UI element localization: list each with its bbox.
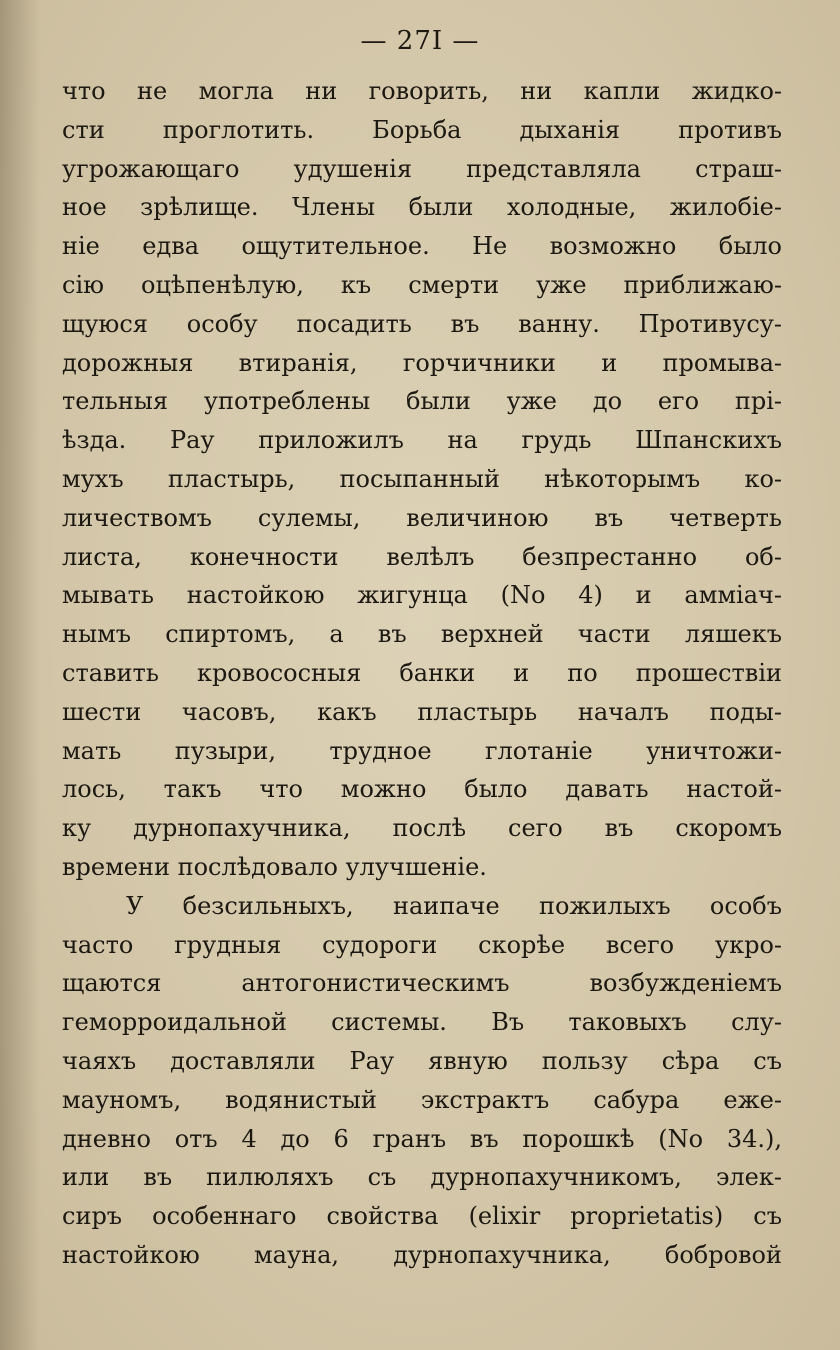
text-line: настойкою мауна, дурнопахучника, бобровой <box>62 1240 782 1269</box>
text-line: шести часовъ, какъ пластырь началъ поды- <box>62 697 782 726</box>
text-line: щуюся особу посадить въ ванну. Противусу- <box>62 309 782 338</box>
body-text <box>62 72 782 1275</box>
text-line: ѣзда. Рау приложилъ на грудь Шпанскихъ <box>62 426 782 455</box>
text-line: чаяхъ доставляли Рау явную пользу сѣра съ <box>62 1046 782 1075</box>
text-line: времени послѣдовало улучшеніе. <box>62 852 487 881</box>
text-line: личествомъ сулемы, величиною въ четверть <box>62 503 782 532</box>
text-line: нымъ спиртомъ, а въ верхней части ляшекъ <box>62 620 782 649</box>
text-line: мауномъ, водянистый экстрактъ сабура еже- <box>62 1085 782 1114</box>
text-line: дорожныя втиранія, горчичники и промыва- <box>62 348 782 377</box>
text-line: или въ пилюляхъ съ дурнопахучникомъ, элек- <box>62 1163 782 1192</box>
text-line: щаются антогонистическимъ возбужденіемъ <box>62 969 782 998</box>
text-line: листа, конечности велѣлъ безпрестанно об- <box>62 542 782 571</box>
text-line: мать пузыри, трудное глотаніе уничтожи- <box>62 736 782 765</box>
text-line: тельныя употреблены были уже до его прі- <box>62 387 782 416</box>
text-line: угрожающаго удушенія представляла страш- <box>62 154 782 183</box>
page-number: — 27I — <box>360 26 480 56</box>
text-line: сти проглотить. Борьба дыханія противъ <box>62 115 782 144</box>
text-line: ніе едва ощутительное. Не возможно было <box>62 232 782 261</box>
text-line: сиръ особеннаго свойства (elixir proprietatis) съ <box>62 1202 782 1231</box>
text-line: ставить кровососныя банки и по прошествіи <box>62 658 782 687</box>
text-line: мухъ пластырь, посыпанный нѣкоторымъ ко- <box>62 464 782 493</box>
text-line: что не могла ни говорить, ни капли жидко- <box>62 77 782 105</box>
text-line: лось, такъ что можно было давать настой- <box>62 775 782 804</box>
text-line: ное зрѣлище. Члены были холодные, жилобіе- <box>62 193 782 222</box>
text-line: сію оцѣпенѣлую, къ смерти уже приближаю- <box>62 270 782 299</box>
text-line: геморроидальной системы. Въ таковыхъ слу- <box>62 1008 782 1037</box>
text-line: мывать настойкою жигунца (No 4) и аммiач- <box>62 581 782 610</box>
text-line: У безсильныхъ, наипаче пожилыхъ особъ <box>126 891 782 920</box>
text-line: часто грудныя судороги скорѣе всего укро- <box>62 930 782 959</box>
text-line: ку дурнопахучника, послѣ сего въ скоромъ <box>62 814 782 843</box>
text-line: дневно отъ 4 до 6 гранъ въ порошкѣ (No 34.), <box>62 1124 782 1153</box>
